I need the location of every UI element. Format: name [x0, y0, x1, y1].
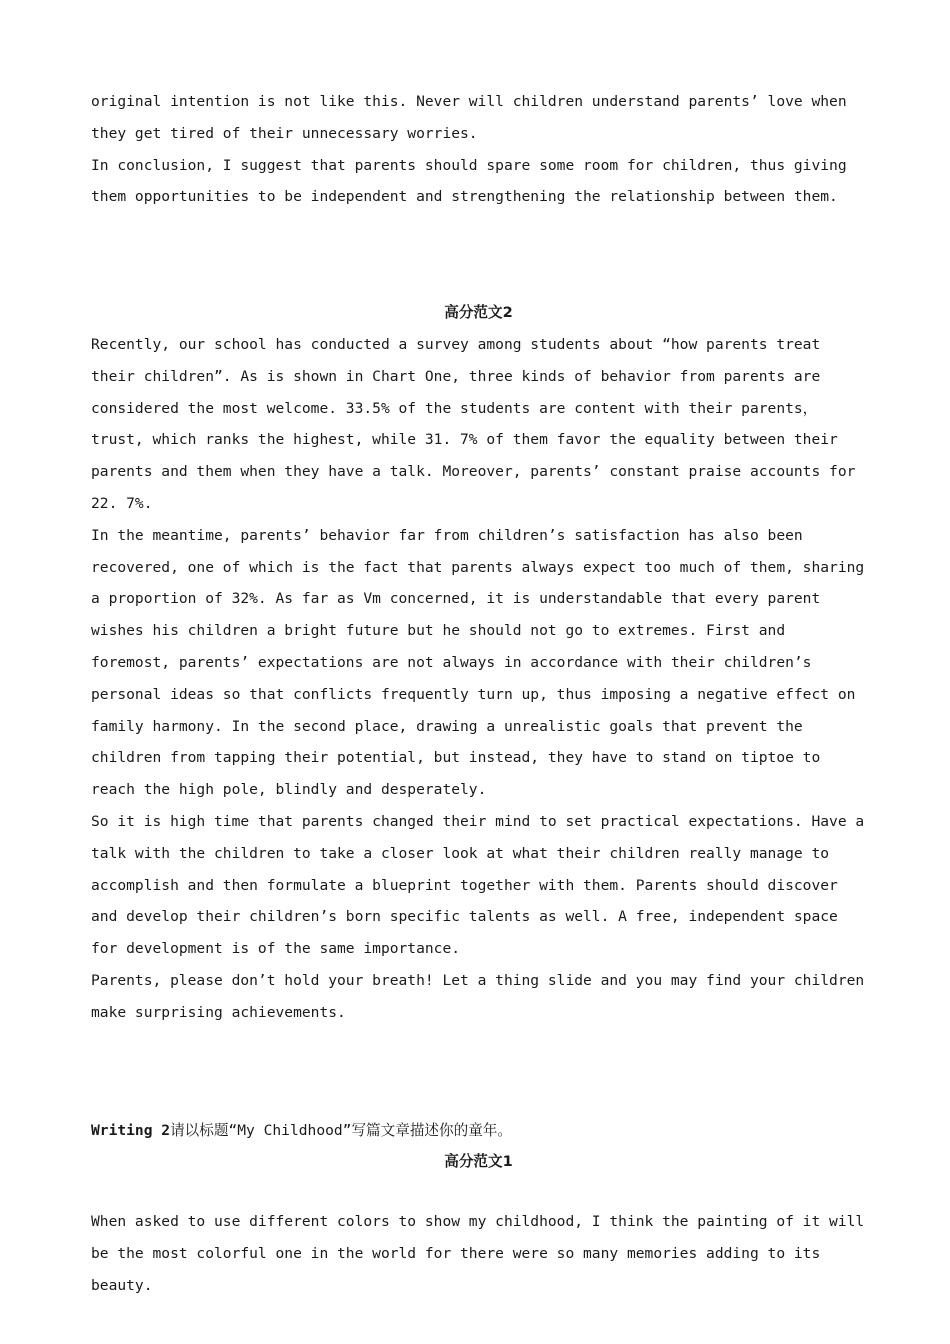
prompt-text: 请以标题“My Childhood”写篇文章描述你的童年。: [170, 1121, 512, 1139]
spacer: [91, 1178, 866, 1206]
document-page: [91, 86, 866, 1302]
paragraph: So it is high time that parents changed their mind to set practical expectations. Have a talk with the children to take a closer look at what their children really manage to accomplish and then formulate a blueprint together with them. Parents should discover and develop their children’s born specific talents as well. A free, independent space for development is of the same importance.: [91, 812, 865, 958]
paragraph: original intention is not like this. Never will children understand parents’ love when they get tired of their unnecessary worries.: [91, 93, 847, 142]
paragraph: Parents, please don’t hold your breath! Let a thing slide and you may find your children make surprising achievements.: [91, 971, 865, 1021]
paragraph: Recently, our school has conducted a survey among students about “how parents treat their children”. As is shown in Chart One, three kinds of behavior from parents are considered the most welcome. 33.5% of the students are content with their parents，trust, which ranks the highest, while 31. 7% of them favor the equality between their parents and them when they have a talk. Moreover, parents’ constant praise accounts for 22. 7%.: [91, 335, 856, 512]
paragraph: In the meantime, parents’ behavior far from children’s satisfaction has also been recovered, one of which is the fact that parents always expect too much of them, sharing a proportion of 32%. As far as Vm concerned, it is understandable that every parent wishes his children a bright future but he should not go to extremes. First and foremost, parents’ expectations are not always in accordance with their children’s personal ideas so that conflicts frequently turn up, thus imposing a negative effect on family harmony. In the second place, drawing a unrealistic goals that prevent the children from tapping their potential, but instead, they have to stand on tiptoe to reach the high pole, blindly and desperately.: [91, 526, 865, 799]
essay-heading: 高分范文2: [444, 304, 513, 322]
spacer: [91, 213, 866, 297]
essay-2: [91, 297, 866, 1028]
essay-heading: 高分范文1: [444, 1153, 513, 1171]
spacer: [91, 1029, 866, 1115]
prompt-label: Writing 2: [91, 1121, 171, 1139]
paragraph: In conclusion, I suggest that parents should spare some room for children, thus giving them opportunities to be independent and strengthening the relationship between them.: [91, 156, 847, 206]
writing-prompt: [91, 1115, 866, 1147]
writing-task-2: [91, 1115, 866, 1302]
essay-continuation: [91, 86, 866, 213]
paragraph: When asked to use different colors to show my childhood, I think the painting of it will be the most colorful one in the world for there were so many memories adding to its beauty.: [91, 1213, 865, 1294]
